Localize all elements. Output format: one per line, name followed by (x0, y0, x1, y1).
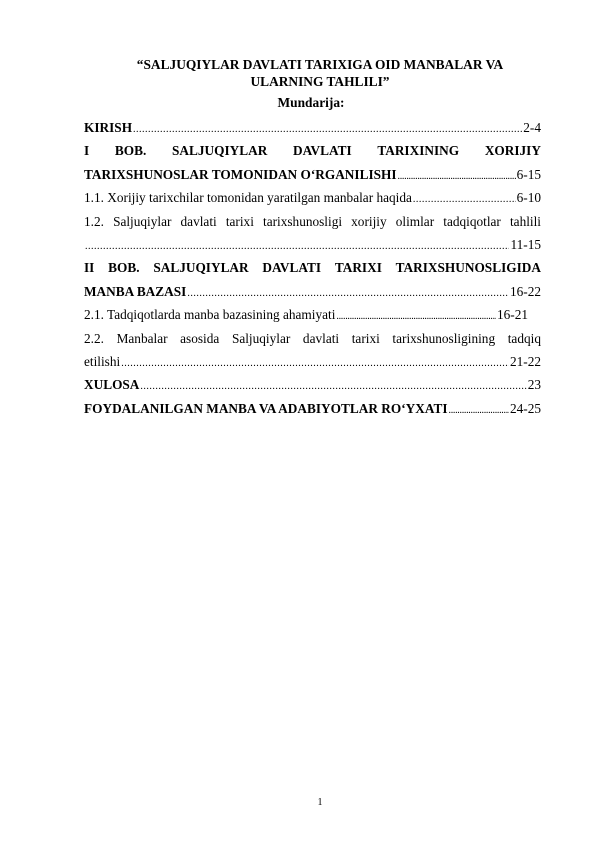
toc-entry-pages: 2-4 (523, 120, 541, 135)
toc-word: olimlar (395, 213, 435, 229)
toc-entry-pages: 21-22 (509, 353, 541, 369)
toc-entry-pages: 16-22 (509, 283, 541, 299)
toc-word: II (84, 260, 95, 276)
toc-entry-label: TARIXSHUNOSLAR TOMONIDAN O‘RGANILISHI (84, 166, 397, 182)
toc-heading: Mundarija: (277, 95, 345, 110)
toc-entry-pages: 24-25 (509, 400, 541, 416)
toc-word: davlati (302, 330, 340, 346)
toc-word: 1.2. (84, 213, 104, 229)
toc-word: Manbalar (116, 330, 168, 346)
toc-word: xorijiy (351, 213, 387, 229)
toc-word: Saljuqiylar (231, 330, 291, 346)
toc-word: 2.2. (84, 330, 104, 346)
toc-word: SALJUQIYLAR (172, 143, 268, 159)
toc-leader-dots (85, 235, 509, 258)
toc-word: TARIXSHUNOSLIGIDA (395, 260, 541, 276)
toc-entry-section-2-2-line2[interactable] (84, 350, 541, 373)
toc-leader-dots (187, 282, 509, 305)
toc-leader-dots (336, 305, 496, 328)
toc-word: BOB. (114, 143, 147, 159)
toc-word: tarixi (351, 330, 380, 346)
toc-entry-section-1-2-line2[interactable] (84, 233, 541, 256)
toc-word: TARIXI (334, 260, 382, 276)
toc-entry-section-2-1[interactable] (84, 303, 541, 326)
toc-entry-pages: 23 (527, 377, 541, 393)
toc-entry-label: MANBA BAZASI (84, 283, 187, 299)
toc-word: tadqiqotlar (443, 213, 501, 229)
toc-word: DAVLATI (262, 260, 322, 276)
toc-entry-chapter1-line2[interactable] (84, 163, 541, 186)
toc-word: tadqiq (507, 330, 541, 346)
toc-word: tarixshunosligi (263, 213, 343, 229)
toc-entry-chapter2-line1[interactable] (84, 256, 541, 279)
toc-leader-dots (133, 118, 522, 141)
toc-leader-dots (398, 165, 516, 188)
toc-entry-label: KIRISH (84, 120, 133, 135)
toc-entry-label: 1.1. Xorijiy tarixchilar tomonidan yaratilgan manbalar haqida (84, 190, 412, 206)
toc-leader-dots (413, 188, 516, 211)
toc-entry-chapter2-line2[interactable] (84, 280, 541, 303)
toc-entry-intro[interactable] (84, 116, 541, 139)
toc-entry-chapter1-line1[interactable] (84, 139, 541, 162)
toc-leader-dots (140, 375, 526, 398)
toc-leader-dots (449, 399, 509, 422)
toc-entry-section-2-2-line1[interactable] (84, 327, 541, 350)
toc-entry-pages: 6-10 (516, 190, 541, 206)
toc-word: tarixshunosligining (392, 330, 496, 346)
table-of-contents (84, 116, 541, 420)
toc-word: davlati (180, 213, 217, 229)
toc-word: BOB. (108, 260, 140, 276)
toc-entry-label: FOYDALANILGAN MANBA VA ADABIYOTLAR RO‘YXATI (84, 400, 448, 416)
page-number: 1 (317, 797, 323, 808)
toc-entry-section-1-1[interactable] (84, 186, 541, 209)
document-title: “SALJUQIYLAR DAVLATI TARIXIGA OID MANBALAR VA ULARNING TAHLILI” (136, 57, 504, 89)
toc-word: tarixi (225, 213, 254, 229)
toc-entry-conclusion[interactable] (84, 373, 541, 396)
toc-word: tahlili (509, 213, 541, 229)
toc-entry-references[interactable] (84, 397, 541, 420)
toc-entry-pages: 11-15 (510, 236, 541, 252)
toc-entry-label: etilishi (84, 353, 121, 369)
toc-word: DAVLATI (293, 143, 352, 159)
toc-word: asosida (180, 330, 220, 346)
toc-word: I (84, 143, 90, 159)
toc-entry-pages: 16-21 (496, 307, 528, 323)
toc-entry-section-1-2-line1[interactable] (84, 210, 541, 233)
toc-word: XORIJIY (484, 143, 541, 159)
toc-entry-label: 2.1. Tadqiqotlarda manba bazasining ahamiyati (84, 307, 336, 323)
toc-leader-dots (121, 352, 509, 375)
toc-word: SALJUQIYLAR (153, 260, 249, 276)
toc-entry-pages: 6-15 (516, 166, 541, 182)
toc-entry-label: XULOSA (84, 377, 140, 393)
toc-word: Saljuqiylar (113, 213, 172, 229)
toc-word: TARIXINING (377, 143, 460, 159)
